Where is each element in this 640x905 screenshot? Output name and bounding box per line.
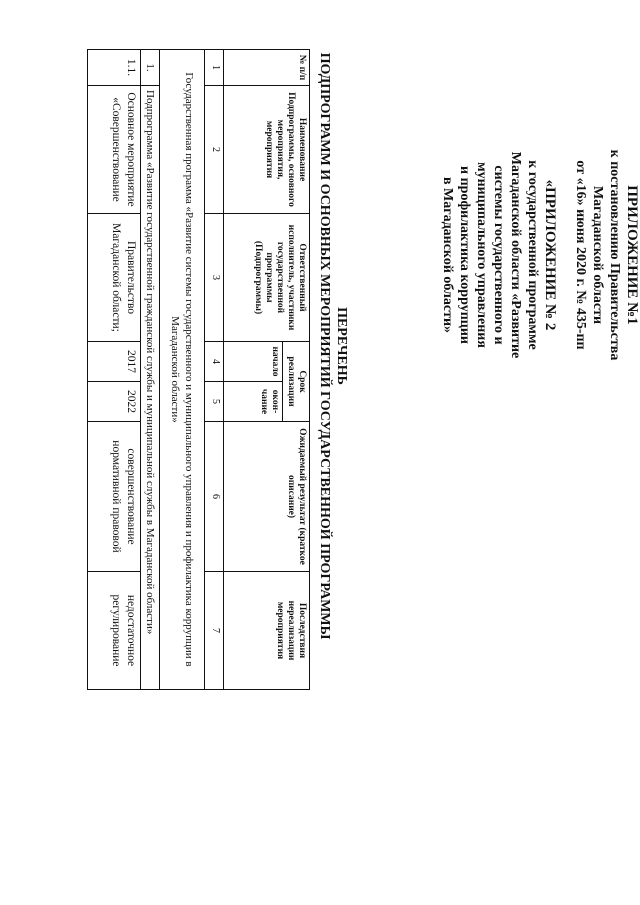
subprogram-title: Подпрограмма «Развитие государственной гражданской службы и муниципальной службы в Магаданской области» — [141, 86, 160, 690]
table-header-row — [283, 50, 310, 690]
program-line: Магаданской области «Развитие — [508, 151, 523, 359]
list-title — [316, 36, 350, 656]
column-number: 4 — [205, 342, 224, 382]
program-title: Государственная программа «Развитие системы государственного и муниципального управления и профилактика коррупции в Магаданской области» — [160, 50, 205, 690]
col-header-period: Срок реализации — [283, 342, 310, 422]
row-consequence: недостаточное регулирование — [88, 572, 141, 690]
program-line: в Магаданской области» — [440, 176, 455, 334]
subprogram-num: 1. — [141, 50, 160, 86]
col-header-result: Ожидаемый результат (краткое описание) — [224, 422, 310, 572]
column-number: 5 — [205, 382, 224, 422]
column-number: 7 — [205, 572, 224, 690]
appendix-title: ПРИЛОЖЕНИЕ №1 — [624, 185, 640, 325]
program-row — [160, 50, 205, 690]
row-num: 1.1. — [88, 50, 141, 86]
col-header-end: окон- чание — [224, 382, 283, 422]
col-header-start: начало — [224, 342, 283, 382]
program-line: к государственной программе — [525, 160, 540, 350]
column-number-row — [205, 50, 224, 690]
region-line: Магаданской области — [590, 185, 605, 325]
col-header-consequence: Последствия нереализации мероприятия — [224, 572, 310, 690]
column-number: 3 — [205, 214, 224, 342]
row-name: Основное мероприятие «Совершенствование — [88, 86, 141, 214]
decree-date-line: от «16» июня 2020 г. № 435-пп — [573, 160, 588, 350]
title-subtitle: ПОДПРОГРАММ И ОСНОВНЫХ МЕРОПРИЯТИЙ ГОСУДАРСТВЕННОЙ ПРОГРАММЫ — [317, 52, 332, 640]
decree-line: к постановлению Правительства — [607, 149, 622, 361]
row-executor: Правительство Магаданской области; — [88, 214, 141, 342]
table-row — [88, 50, 141, 690]
document-header — [439, 55, 640, 455]
col-header-num: № п/п — [224, 50, 310, 86]
column-number: 1 — [205, 50, 224, 86]
program-line: и профилактика коррупции — [457, 166, 472, 344]
program-line: системы государственного и — [491, 165, 506, 345]
measures-table — [87, 49, 310, 690]
title-perechen: ПЕРЕЧЕНЬ — [334, 307, 349, 385]
col-header-name: Наименование Подпрограммы, основного мероприятия, мероприятия — [224, 86, 310, 214]
subprogram-row — [141, 50, 160, 690]
program-line: муниципального управления — [474, 162, 489, 348]
column-number: 2 — [205, 86, 224, 214]
col-header-executor: Ответственный исполнитель, участники государственной программы (Подпрограммы) — [224, 214, 310, 342]
appendix-2-title: «ПРИЛОЖЕНИЕ № 2 — [542, 179, 558, 331]
row-result: совершенствование нормативной правовой — [88, 422, 141, 572]
row-start: 2017 — [88, 342, 141, 382]
row-end: 2022 — [88, 382, 141, 422]
column-number: 6 — [205, 422, 224, 572]
